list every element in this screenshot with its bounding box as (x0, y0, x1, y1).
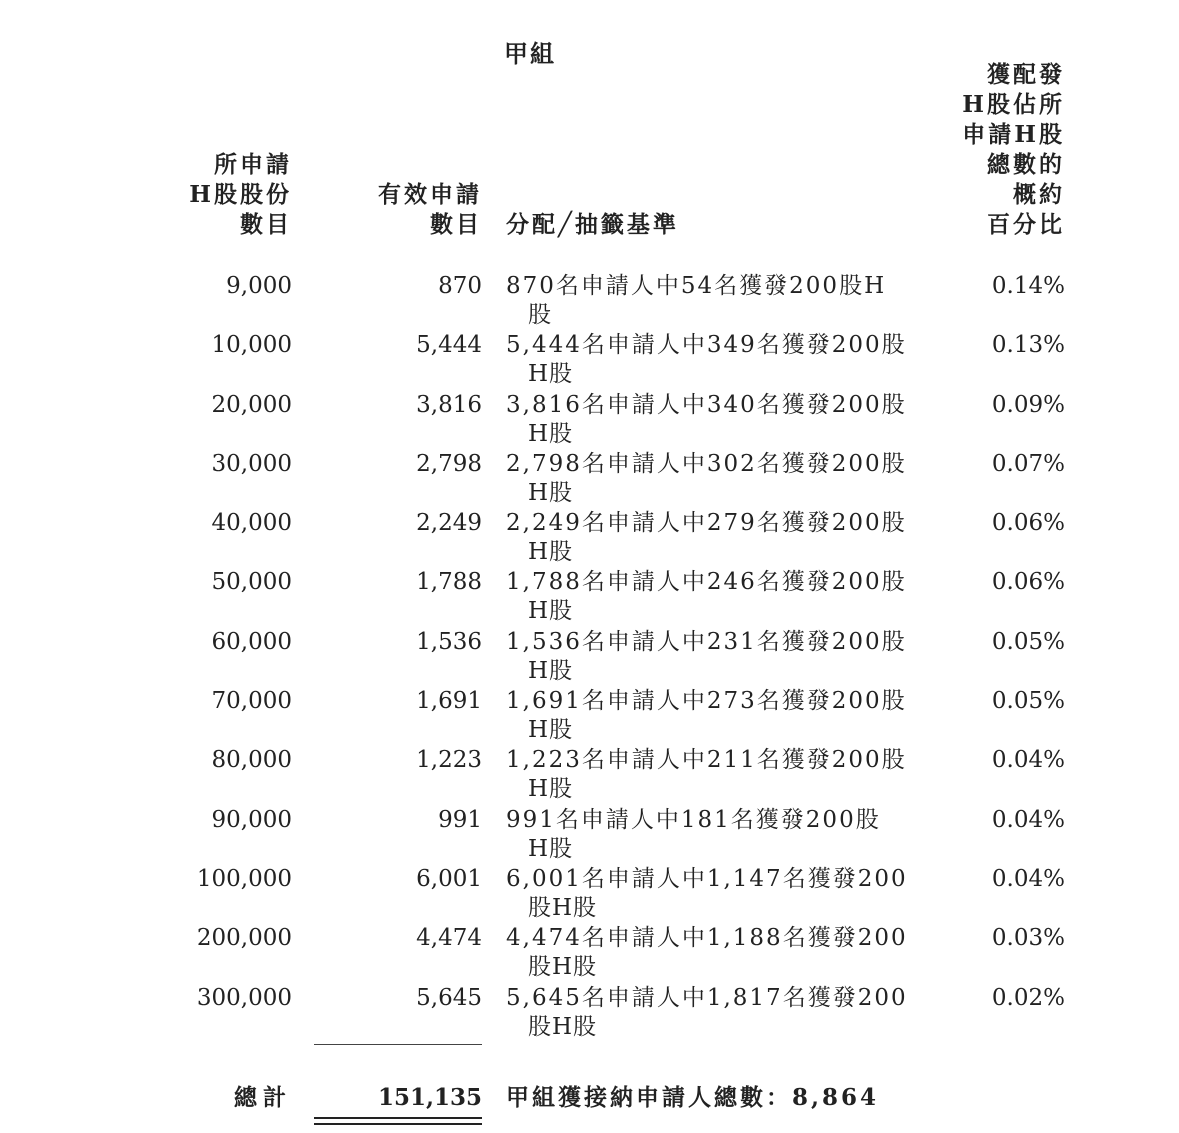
table-row (0, 863, 1179, 922)
percentage-cell: 0.02% (991, 984, 1065, 1011)
percentage-cell: 0.09% (991, 391, 1065, 418)
applied-shares-cell: 300,000 (196, 984, 292, 1011)
applied-shares-cell: 90,000 (211, 806, 292, 833)
header-valid-applications (378, 180, 482, 240)
applied-shares-cell: 80,000 (211, 747, 292, 774)
valid-applications-cell: 4,474 (416, 925, 482, 952)
header-line: 申請H股 (962, 121, 1065, 148)
allocation-basis-continuation: 股 (528, 302, 552, 328)
table-row (0, 507, 1179, 566)
applied-shares-cell: 50,000 (211, 569, 292, 596)
percentage-cell: 0.06% (991, 569, 1065, 596)
valid-applications-cell: 5,444 (416, 332, 482, 359)
applied-shares-cell: 30,000 (211, 450, 292, 477)
header-line: 獲配發 (987, 61, 1065, 88)
valid-applications-cell: 2,798 (416, 450, 482, 477)
allocation-basis-continuation: 股H股 (528, 954, 598, 981)
header-line: 數目 (240, 211, 292, 238)
percentage-cell: 0.04% (991, 865, 1065, 892)
percentage-cell: 0.03% (991, 925, 1065, 952)
table-body (0, 270, 1179, 1041)
allocation-basis-continuation: H股 (528, 420, 574, 447)
header-line: 百分比 (987, 211, 1065, 238)
header-line: H股佔所 (962, 91, 1065, 118)
valid-applications-cell: 1,536 (416, 628, 482, 655)
header-line: H股股份 (189, 181, 292, 208)
table-row (0, 982, 1179, 1041)
allocation-basis-cell: 1,223名申請人中211名獲發200股 (506, 747, 907, 774)
allocation-basis-cell: 1,536名申請人中231名獲發200股 (506, 628, 907, 655)
allocation-basis-continuation: H股 (528, 776, 574, 803)
subtotal-rule (314, 1044, 482, 1045)
valid-applications-cell: 1,788 (416, 569, 482, 596)
applied-shares-cell: 70,000 (211, 688, 292, 715)
percentage-cell: 0.05% (991, 688, 1065, 715)
table-row (0, 626, 1179, 685)
total-accepted-applicants: 甲組獲接納申請人總數：8,864 (506, 1084, 880, 1111)
allocation-basis-continuation: H股 (528, 717, 574, 744)
allocation-basis-cell: 1,691名申請人中273名獲發200股 (506, 688, 907, 715)
table-row (0, 804, 1179, 863)
header-line: 有效申請 (378, 181, 482, 208)
header-allocation-basis (506, 210, 679, 240)
header-line: 分配╱抽籤基準 (506, 211, 679, 238)
allocation-basis-continuation: H股 (528, 539, 574, 566)
header-percentage (962, 60, 1065, 240)
valid-applications-cell: 870 (438, 273, 482, 299)
percentage-cell: 0.13% (991, 332, 1065, 359)
applied-shares-cell: 60,000 (211, 628, 292, 655)
valid-applications-cell: 1,223 (416, 747, 482, 774)
valid-applications-cell: 1,691 (416, 688, 482, 715)
header-line: 概約 (1013, 181, 1065, 208)
header-line: 所申請 (214, 151, 292, 178)
applied-shares-cell: 20,000 (211, 391, 292, 418)
percentage-cell: 0.14% (991, 273, 1065, 299)
header-line: 總數的 (987, 151, 1065, 178)
percentage-cell: 0.04% (991, 747, 1065, 774)
applied-shares-cell: 100,000 (196, 865, 292, 892)
percentage-cell: 0.05% (991, 628, 1065, 655)
applied-shares-cell: 200,000 (196, 925, 292, 952)
percentage-cell: 0.07% (991, 450, 1065, 477)
table-row (0, 448, 1179, 507)
allocation-basis-cell: 3,816名申請人中340名獲發200股 (506, 391, 907, 418)
valid-applications-cell: 5,645 (416, 984, 482, 1011)
valid-applications-cell: 3,816 (416, 391, 482, 418)
allocation-basis-continuation: H股 (528, 598, 574, 625)
percentage-cell: 0.06% (991, 510, 1065, 537)
percentage-cell: 0.04% (991, 806, 1065, 833)
allocation-basis-cell: 2,249名申請人中279名獲發200股 (506, 510, 907, 537)
total-label: 總計 (234, 1084, 292, 1111)
allocation-basis-cell: 991名申請人中181名獲發200股 (506, 806, 881, 833)
valid-applications-cell: 2,249 (416, 510, 482, 537)
allocation-basis-continuation: H股 (528, 361, 574, 388)
header-line: 數目 (430, 211, 482, 238)
total-double-rule (314, 1117, 482, 1125)
table-row (0, 566, 1179, 625)
valid-applications-cell: 6,001 (416, 865, 482, 892)
table-row (0, 270, 1179, 329)
applied-shares-cell: 9,000 (226, 273, 292, 299)
table-row (0, 389, 1179, 448)
table-row (0, 685, 1179, 744)
allocation-basis-continuation: H股 (528, 835, 574, 862)
applied-shares-cell: 10,000 (211, 332, 292, 359)
group-title: 甲組 (504, 39, 556, 68)
table-row (0, 922, 1179, 981)
header-applied-shares (189, 150, 292, 240)
allocation-basis-cell: 1,788名申請人中246名獲發200股 (506, 569, 907, 596)
allocation-basis-cell: 870名申請人中54名獲發200股H (506, 273, 887, 299)
allocation-basis-continuation: H股 (528, 657, 574, 684)
total-row (0, 1083, 1179, 1117)
allocation-basis-continuation: 股H股 (528, 1013, 598, 1040)
allocation-basis-continuation: 股H股 (528, 894, 598, 921)
allocation-basis-cell: 2,798名申請人中302名獲發200股 (506, 450, 907, 477)
valid-applications-cell: 991 (438, 806, 482, 833)
allocation-basis-cell: 6,001名申請人中1,147名獲發200 (506, 865, 908, 892)
table-row (0, 329, 1179, 388)
allocation-basis-cell: 5,645名申請人中1,817名獲發200 (506, 984, 908, 1011)
allocation-basis-cell: 4,474名申請人中1,188名獲發200 (506, 925, 908, 952)
allocation-basis-continuation: H股 (528, 479, 574, 506)
table-row (0, 744, 1179, 803)
applied-shares-cell: 40,000 (211, 510, 292, 537)
total-valid-applications: 151,135 (377, 1084, 482, 1111)
allocation-basis-cell: 5,444名申請人中349名獲發200股 (506, 332, 907, 359)
